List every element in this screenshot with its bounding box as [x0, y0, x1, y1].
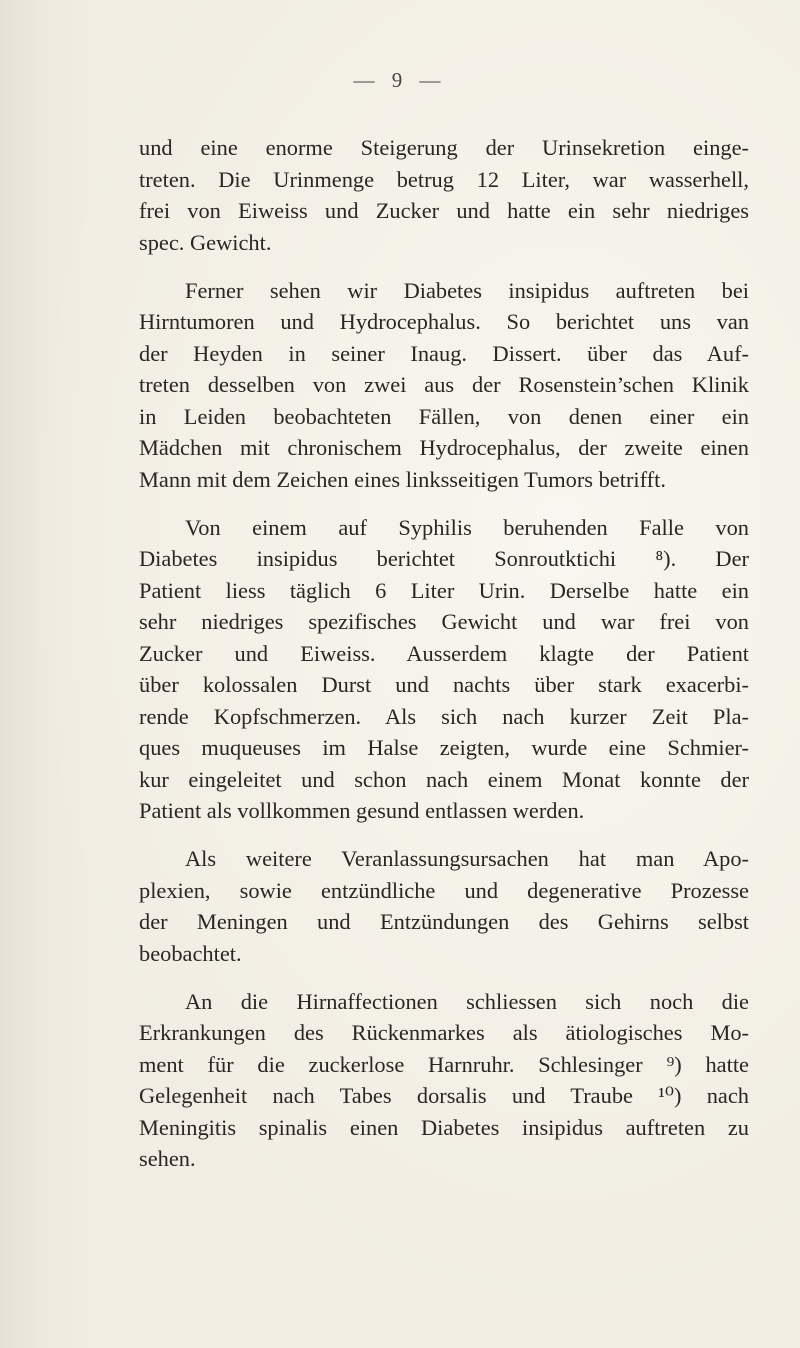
- text-line: Diabetes insipidus berichtet Sonroutktichi ⁸). Der: [139, 546, 749, 571]
- text-line: der Meningen und Entzündungen des Gehirns selbst: [139, 909, 749, 934]
- text-line: Ferner sehen wir Diabetes insipidus auftreten bei: [185, 277, 749, 303]
- paragraph-5: [139, 986, 749, 1175]
- text-line: und eine enorme Steigerung der Urinsekretion einge-: [139, 135, 749, 160]
- text-line: treten desselben von zwei aus der Rosenstein’schen Klinik: [139, 372, 749, 397]
- paragraph-2: [139, 275, 749, 496]
- paragraph-4: [139, 843, 749, 969]
- body-text: [139, 132, 749, 1191]
- text-line: in Leiden beobachteten Fällen, von denen einer ein: [139, 403, 749, 429]
- text-line: Gelegenheit nach Tabes dorsalis und Traube ¹⁰) nach: [139, 1083, 749, 1108]
- text-line: ment für die zuckerlose Harnruhr. Schlesinger ⁹) hatte: [139, 1051, 749, 1077]
- paragraph-1: [139, 132, 749, 258]
- text-line: sehr niedriges spezifisches Gewicht und war frei von: [139, 609, 749, 634]
- text-line: An die Hirnaffectionen schliessen sich noch die: [185, 988, 749, 1014]
- text-line: sehen.: [139, 1146, 196, 1171]
- text-line: treten. Die Urinmenge betrug 12 Liter, war wasserhell,: [139, 166, 749, 192]
- text-line: Hirntumoren und Hydrocephalus. So berichtet uns van: [139, 309, 749, 334]
- page-number: — 9 —: [353, 68, 447, 92]
- text-line: spec. Gewicht.: [139, 229, 272, 255]
- text-line: Meningitis spinalis einen Diabetes insipidus auftreten zu: [139, 1114, 749, 1140]
- paragraph-3: [139, 512, 749, 827]
- text-line: Mädchen mit chronischem Hydrocephalus, der zweite einen: [139, 435, 749, 460]
- text-line: Als weitere Veranlassungsursachen hat man Apo-: [185, 846, 749, 871]
- text-line: Von einem auf Syphilis beruhenden Falle von: [185, 514, 749, 540]
- text-line: Patient liess täglich 6 Liter Urin. Derselbe hatte ein: [139, 577, 749, 603]
- text-line: über kolossalen Durst und nachts über stark exacerbi-: [139, 672, 749, 697]
- text-line: Mann mit dem Zeichen eines linksseitigen Tumors betrifft.: [139, 466, 666, 492]
- text-line: Erkrankungen des Rückenmarkes als ätiologisches Mo-: [139, 1020, 749, 1045]
- text-line: ques muqueuses im Halse zeigten, wurde eine Schmier-: [139, 735, 749, 760]
- text-line: Patient als vollkommen gesund entlassen werden.: [139, 798, 585, 823]
- text-line: kur eingeleitet und schon nach einem Monat konnte der: [139, 766, 749, 792]
- text-line: beobachtet.: [139, 940, 242, 966]
- text-line: plexien, sowie entzündliche und degenerative Prozesse: [139, 877, 749, 903]
- text-line: Zucker und Eiweiss. Ausserdem klagte der Patient: [139, 640, 749, 666]
- text-line: der Heyden in seiner Inaug. Dissert. über das Auf-: [139, 340, 749, 366]
- text-line: frei von Eiweiss und Zucker und hatte ein sehr niedriges: [139, 198, 749, 223]
- text-line: rende Kopfschmerzen. Als sich nach kurzer Zeit Pla-: [139, 703, 749, 729]
